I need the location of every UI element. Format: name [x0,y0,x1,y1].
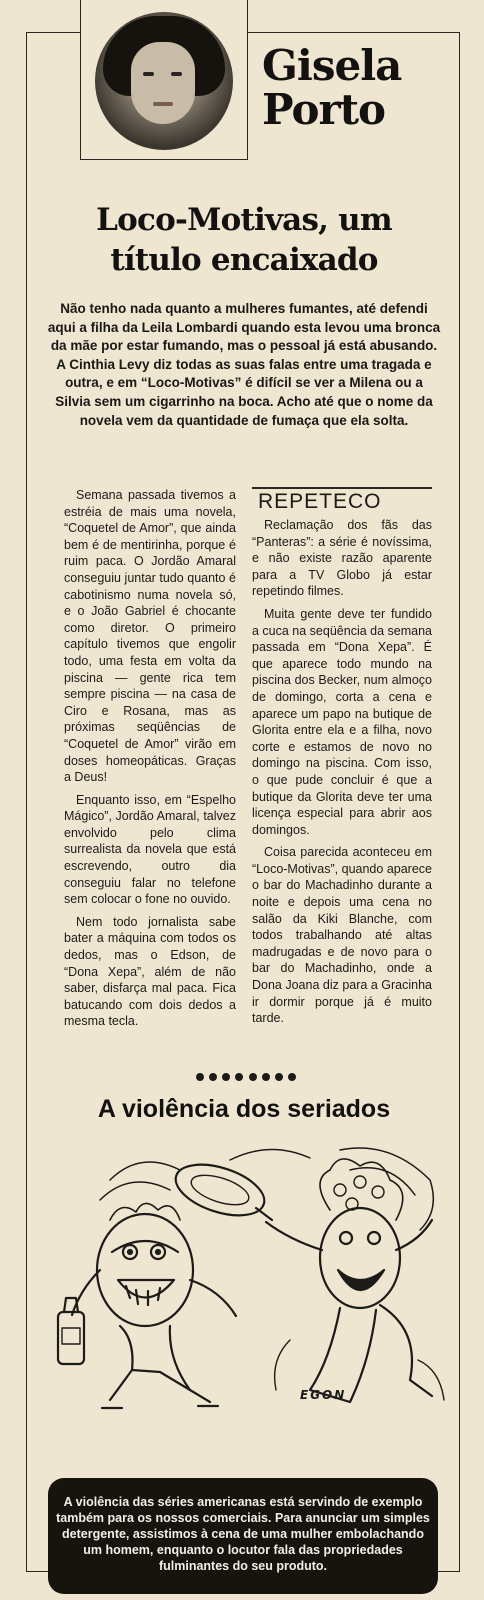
headline-line-1: Loco-Motivas, um [96,202,392,238]
author-mouth [153,102,173,106]
dot [209,1073,217,1081]
left-paragraph-1: Semana passada tivemos a estréia de mais uma novela, “Coquetel de Amor”, que ainda bem é de mentirinha, porque é ruim paca. O Jordão Amaral conseguiu juntar tudo quanto é cabotinismo numa novela só, e o João Gabriel é chocante como diretor. O primeiro capítulo tivemos que engolir todo, uma festa em volta da piscina — gente rica tem sempre piscina — na casa de Ciro e Rosana, mas as próximas seqüências de “Coquetel de Amor” virão em doses homeopáticas. Graças a Deus! [64,488,236,785]
dot [235,1073,243,1081]
dot [249,1073,257,1081]
dot [262,1073,270,1081]
left-column [64,487,236,1036]
author-photo [95,12,233,150]
author-eye-right [171,72,182,76]
right-column [252,487,432,1033]
cartoon-signature: EGON [300,1388,347,1402]
headline-line-2: título encaixado [110,242,378,278]
article-intro: Não tenho nada quanto a mulheres fumantes, até defendi aqui a filha da Leila Lombardi quando esta levou uma bronca da mãe por estar fumando, mas o pessoal já está abusando. A Cinthia Levy diz todas as suas falas entre uma tragada e outra, e em “Loco-Motivas” é difícil se ver a Milena ou a Silvia sem um cigarrinho na boca. Acho até que o nome da novela vem da quantidade de fumaça que ela solta. [47,301,441,428]
dot [222,1073,230,1081]
dot [288,1073,296,1081]
second-article-title: A violência dos seriados [97,1095,391,1123]
section-separator-dots [196,1070,296,1084]
cartoon-illustration [40,1140,452,1430]
author-first-name: Gisela [262,41,402,90]
right-paragraph-3: Coisa parecida aconteceu em “Loco-Motivas”, quando aparece o bar do Machadinho durante a noite e depois uma cena no salão da Kiki Blanche, com todos trabalhando até altas madrugadas e de novo para o bar do Machadinho, onde a Dona Joana diz para a Gracinha ir dormir porque já é muito tarde. [252,845,432,1026]
article-headline [30,200,458,280]
author-last-name: Porto [262,85,386,134]
author-eye-left [143,72,154,76]
left-paragraph-3: Nem todo jornalista sabe bater a máquina com todos os dedos, mas o Edson, de “Dona Xepa”, além de não saber, disfarça mal paca. Fica batucando com dois dedos a mesma tecla. [64,914,236,1029]
author-face [131,42,195,124]
right-paragraph-1: Reclamação dos fãs das “Panteras”: a série é novíssima, e não existe razão aparente para a TV Globo já estar repetindo filmes. [252,518,432,599]
repeteco-heading: REPETECO [252,487,432,514]
author-name [262,41,462,134]
dot [275,1073,283,1081]
author-photo-box [80,0,248,160]
dot [196,1073,204,1081]
right-paragraph-2: Muita gente deve ter fundido a cuca na seqüência da semana passada em “Dona Xepa”. É que aparece todo mundo na piscina dos Becker, num almoço de domingo, corta a cena e aparece um papo na butique de Glorita entre ela e a filha, novo corte e estamos de novo no domingo na piscina. Com isso, o que pude concluir é que a butique da Glorita deve ter uma licença especial para abrir aos domingos. [252,606,432,837]
left-paragraph-2: Enquanto isso, em “Espelho Mágico”, Jordão Amaral, talvez envolvido pelo clima surrealista da novela que está escrevendo, outro dia conseguiu falar no telefone sem colocar o fone no ouvido. [64,792,236,907]
cartoon-caption: A violência das séries americanas está servindo de exemplo também para os nossos comerciais. Para anunciar um simples detergente, assistimos à cena de uma mulher embolachando um homem, enquanto o locutor fala das propriedades fulminantes do seu produto. [56,1495,430,1573]
